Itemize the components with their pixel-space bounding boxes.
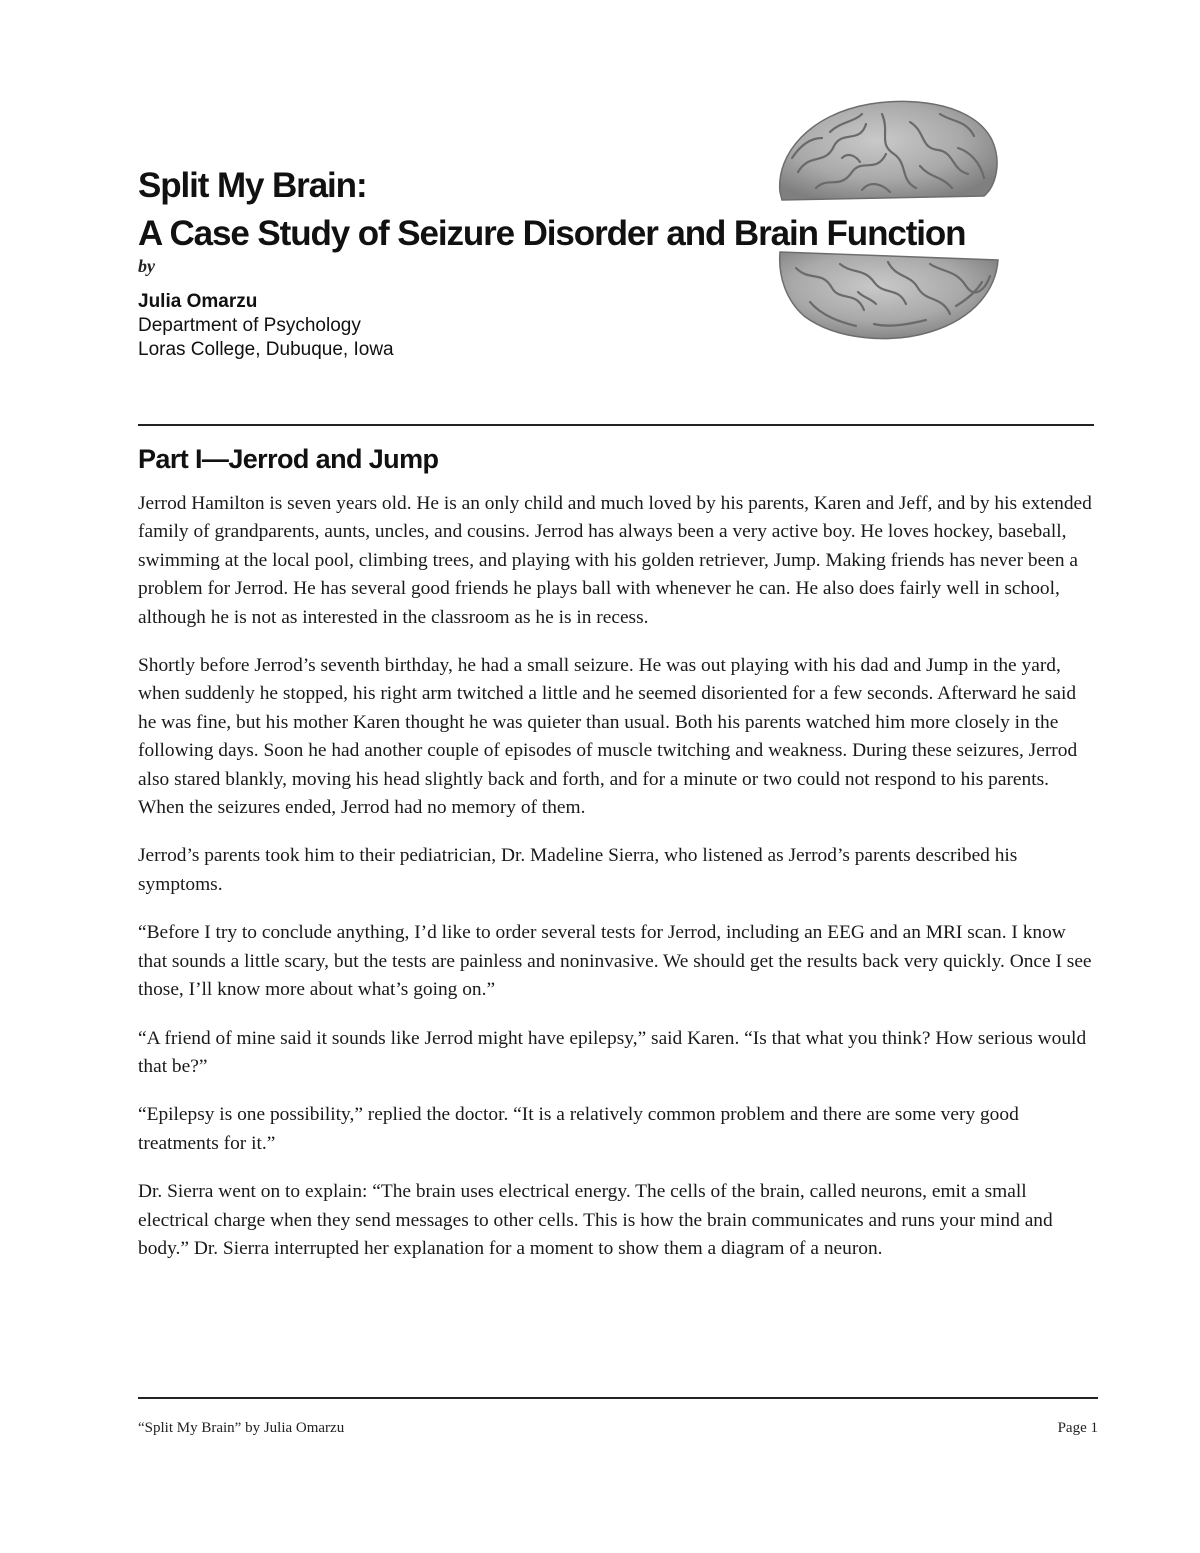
section-heading: Part I—Jerrod and Jump — [138, 444, 439, 474]
author-block — [138, 290, 394, 362]
author-department: Department of Psychology — [138, 315, 361, 336]
paragraph: Jerrod’s parents took him to their pediatrician, Dr. Madeline Sierra, who listened as Jerrod’s parents described his symptoms. — [138, 845, 1018, 895]
brain-lower-half — [780, 252, 998, 339]
paragraph: “Before I try to conclude anything, I’d like to order several tests for Jerrod, including an EEG and an MRI scan. I know that sounds a little scary, but the tests are painless and noninvasive. We should get the results back very quickly. Once I see those, I’ll know more about what’s going on.” — [138, 922, 1092, 1001]
byline: by — [138, 256, 155, 276]
footer-citation: “Split My Brain” by Julia Omarzu — [138, 1420, 345, 1436]
footer-divider — [138, 1397, 1098, 1399]
body-text — [138, 490, 1098, 1283]
author-name: Julia Omarzu — [138, 291, 258, 312]
brain-illustration — [770, 92, 1006, 348]
author-institution: Loras College, Dubuque, Iowa — [138, 339, 394, 360]
paragraph: “Epilepsy is one possibility,” replied the doctor. “It is a relatively common problem and there are some very good treatments for it.” — [138, 1104, 1019, 1154]
title-line-2: A Case Study of Seizure Disorder and Brain Function — [138, 214, 966, 253]
paragraph: Jerrod Hamilton is seven years old. He is an only child and much loved by his parents, Karen and Jeff, and by his extended family of grandparents, aunts, uncles, and cousins. Jerrod has always been a very active boy. He loves hockey, baseball, swimming at the local pool, climbing trees, and playing with his golden retriever, Jump. Making friends has never been a problem for Jerrod. He has several good friends he plays ball with whenever he can. He also does fairly well in school, although he is not as interested in the classroom as he is in recess. — [138, 493, 1092, 628]
paragraph: Dr. Sierra went on to explain: “The brain uses electrical energy. The cells of the brain, called neurons, emit a small electrical charge when they send messages to other cells. This is how the brain communicates and runs your mind and body.” Dr. Sierra interrupted her explanation for a moment to show them a diagram of a neuron. — [138, 1181, 1053, 1259]
brain-upper-half — [780, 101, 997, 200]
page-number: Page 1 — [1057, 1420, 1098, 1436]
header-divider — [138, 424, 1094, 426]
paragraph: “A friend of mine said it sounds like Jerrod might have epilepsy,” said Karen. “Is that what you think? How serious would that be?” — [138, 1027, 1087, 1077]
paragraph: Shortly before Jerrod’s seventh birthday, he had a small seizure. He was out playing with his dad and Jump in the yard, when suddenly he stopped, his right arm twitched a little and he seemed disoriented for a few seconds. Afterward he said he was fine, but his mother Karen thought he was quieter than usual. Both his parents watched him more closely in the following days. Soon he had another couple of episodes of muscle twitching and weakness. During these seizures, Jerrod also stared blankly, moving his head slightly back and forth, and for a minute or two could not respond to his parents. When the seizures ended, Jerrod had no memory of them. — [138, 655, 1078, 819]
title-line-1: Split My Brain: — [138, 166, 367, 205]
